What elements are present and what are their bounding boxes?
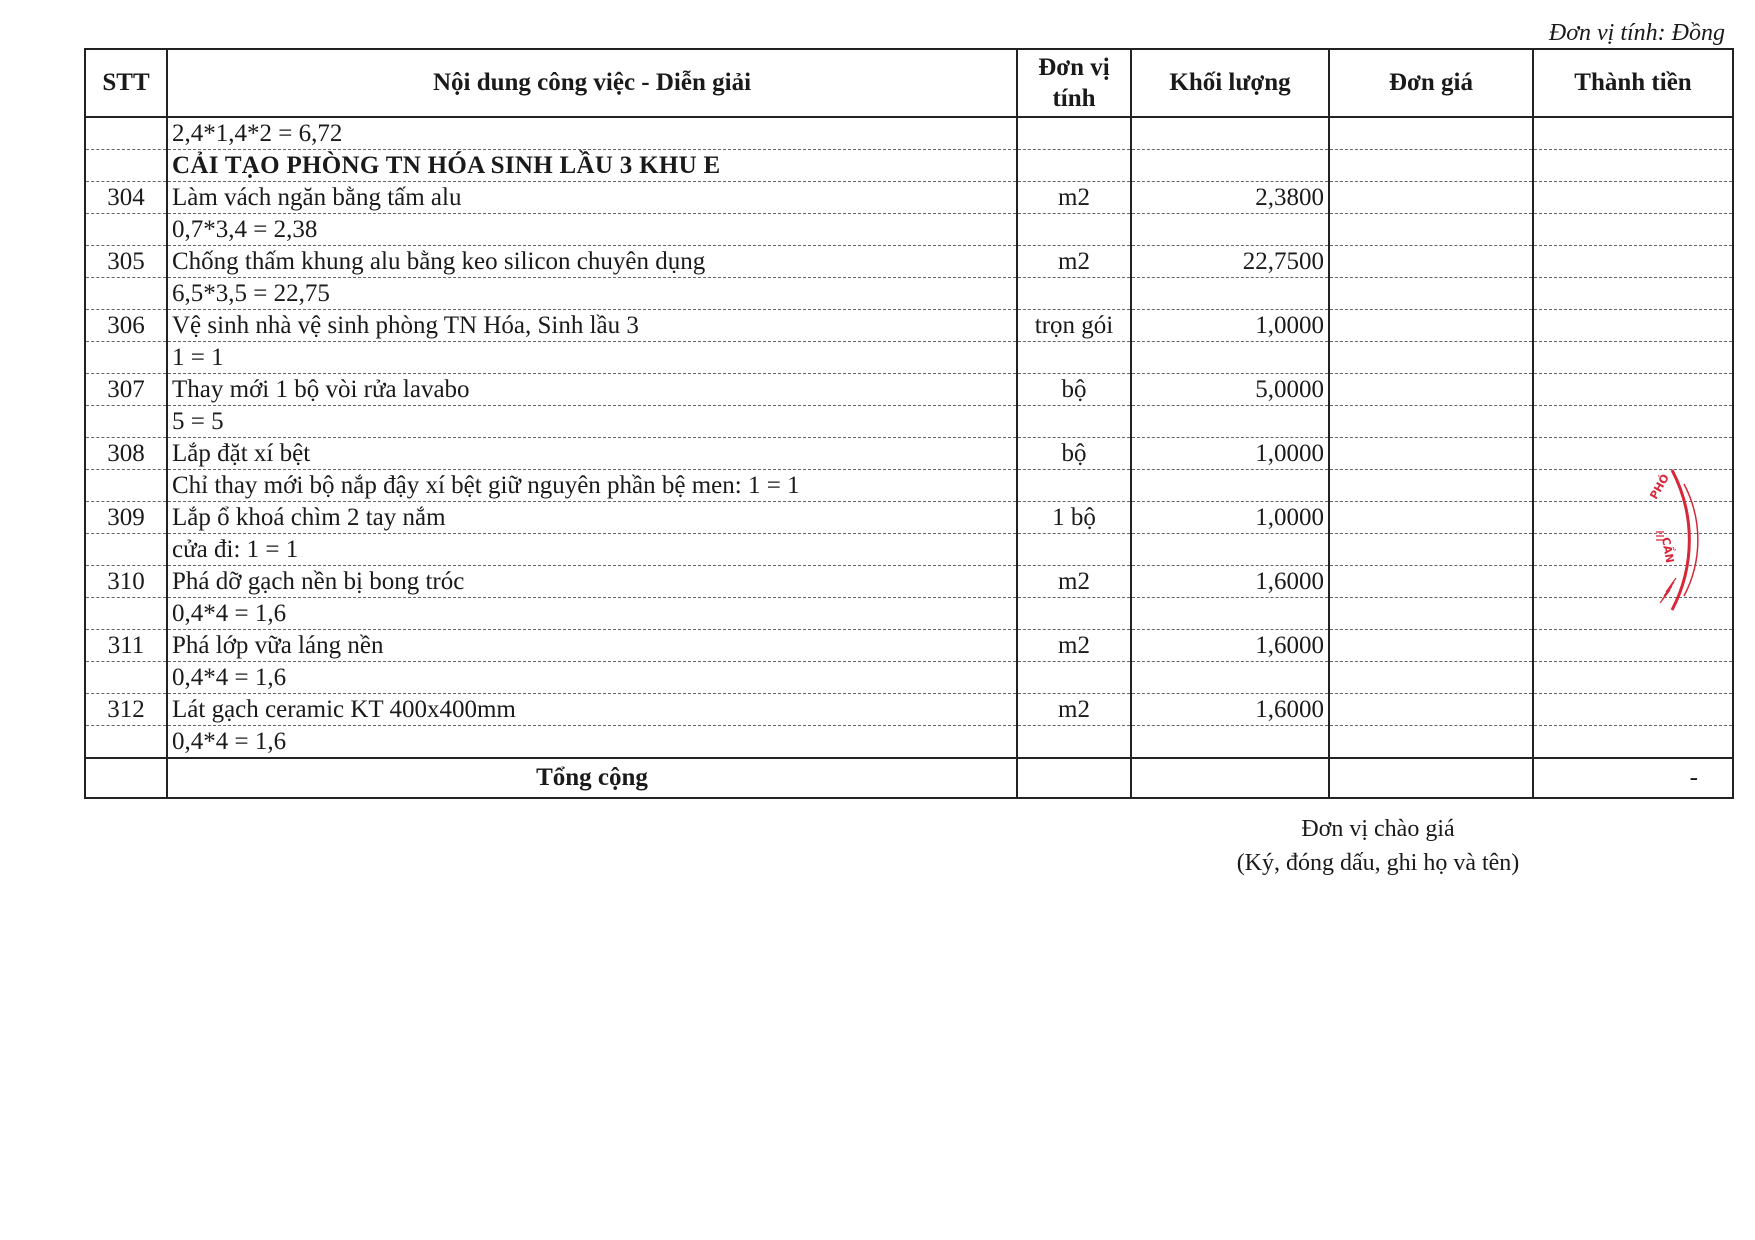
row-unit-price bbox=[1329, 406, 1533, 438]
row-unit-price bbox=[1329, 150, 1533, 182]
unit-note: Đơn vị tính: Đồng bbox=[1548, 20, 1725, 46]
row-amount bbox=[1533, 662, 1733, 694]
header-stt: STT bbox=[85, 49, 167, 117]
row-unit-price bbox=[1329, 310, 1533, 342]
row-amount bbox=[1533, 374, 1733, 406]
row-quantity bbox=[1131, 150, 1329, 182]
row-description: Thay mới 1 bộ vòi rửa lavabo bbox=[167, 374, 1017, 406]
row-description: 5 = 5 bbox=[167, 406, 1017, 438]
table-row bbox=[85, 278, 1733, 310]
row-stt bbox=[85, 278, 167, 310]
row-unit: m2 bbox=[1017, 630, 1131, 662]
row-description: Lắp ổ khoá chìm 2 tay nắm bbox=[167, 502, 1017, 534]
row-stt bbox=[85, 534, 167, 566]
row-stt bbox=[85, 117, 167, 150]
row-description: 1 = 1 bbox=[167, 342, 1017, 374]
header-description: Nội dung công việc - Diễn giải bbox=[167, 49, 1017, 117]
header-unit-price: Đơn giá bbox=[1329, 49, 1533, 117]
row-quantity bbox=[1131, 406, 1329, 438]
row-stt: 305 bbox=[85, 246, 167, 278]
row-description: Vệ sinh nhà vệ sinh phòng TN Hóa, Sinh lầu 3 bbox=[167, 310, 1017, 342]
header-unit-line1: Đơn vị bbox=[1038, 53, 1110, 81]
row-quantity: 5,0000 bbox=[1131, 374, 1329, 406]
row-unit-price bbox=[1329, 182, 1533, 214]
row-unit: bộ bbox=[1017, 438, 1131, 470]
row-quantity: 1,0000 bbox=[1131, 310, 1329, 342]
row-description: 0,4*4 = 1,6 bbox=[167, 726, 1017, 759]
row-unit-price bbox=[1329, 214, 1533, 246]
row-unit-price bbox=[1329, 694, 1533, 726]
row-stt bbox=[85, 342, 167, 374]
table-row bbox=[85, 246, 1733, 278]
table-row bbox=[85, 662, 1733, 694]
row-stt: 309 bbox=[85, 502, 167, 534]
row-description: cửa đi: 1 = 1 bbox=[167, 534, 1017, 566]
row-unit bbox=[1017, 406, 1131, 438]
row-description: 2,4*1,4*2 = 6,72 bbox=[167, 117, 1017, 150]
row-unit: m2 bbox=[1017, 182, 1131, 214]
header-quantity: Khối lượng bbox=[1131, 49, 1329, 117]
row-amount bbox=[1533, 406, 1733, 438]
row-amount bbox=[1533, 630, 1733, 662]
table-row bbox=[85, 182, 1733, 214]
row-quantity bbox=[1131, 662, 1329, 694]
row-unit-price bbox=[1329, 502, 1533, 534]
row-description: 0,7*3,4 = 2,38 bbox=[167, 214, 1017, 246]
table-row bbox=[85, 566, 1733, 598]
header-unit-line2: tính bbox=[1052, 85, 1096, 112]
signature-instruction: (Ký, đóng dấu, ghi họ và tên) bbox=[1236, 850, 1520, 876]
table-row bbox=[85, 694, 1733, 726]
row-unit-price bbox=[1329, 566, 1533, 598]
table-row bbox=[85, 310, 1733, 342]
total-quantity bbox=[1131, 758, 1329, 798]
table-row bbox=[85, 406, 1733, 438]
row-unit-price bbox=[1329, 117, 1533, 150]
total-stt bbox=[85, 758, 167, 798]
row-quantity: 2,3800 bbox=[1131, 182, 1329, 214]
row-unit-price bbox=[1329, 246, 1533, 278]
row-unit bbox=[1017, 726, 1131, 759]
row-quantity: 22,7500 bbox=[1131, 246, 1329, 278]
table-row bbox=[85, 630, 1733, 662]
row-description: 6,5*3,5 = 22,75 bbox=[167, 278, 1017, 310]
header-unit bbox=[1017, 49, 1131, 117]
row-amount bbox=[1533, 117, 1733, 150]
row-unit-price bbox=[1329, 726, 1533, 759]
header-amount: Thành tiền bbox=[1533, 49, 1733, 117]
header-row bbox=[85, 49, 1733, 117]
row-unit bbox=[1017, 214, 1131, 246]
row-quantity: 1,0000 bbox=[1131, 438, 1329, 470]
table-row bbox=[85, 502, 1733, 534]
row-unit: m2 bbox=[1017, 694, 1131, 726]
row-amount bbox=[1533, 182, 1733, 214]
row-unit-price bbox=[1329, 534, 1533, 566]
row-amount bbox=[1533, 150, 1733, 182]
red-stamp-fragment bbox=[1647, 460, 1750, 620]
row-description: Lắp đặt xí bệt bbox=[167, 438, 1017, 470]
row-unit bbox=[1017, 342, 1131, 374]
row-amount bbox=[1533, 246, 1733, 278]
row-stt bbox=[85, 598, 167, 630]
row-unit bbox=[1017, 117, 1131, 150]
row-quantity bbox=[1131, 726, 1329, 759]
row-unit bbox=[1017, 150, 1131, 182]
row-quantity bbox=[1131, 117, 1329, 150]
section-row bbox=[85, 150, 1733, 182]
section-title: CẢI TẠO PHÒNG TN HÓA SINH LẦU 3 KHU E bbox=[167, 150, 1017, 182]
total-unit bbox=[1017, 758, 1131, 798]
total-label: Tổng cộng bbox=[167, 758, 1017, 798]
row-quantity: 1,6000 bbox=[1131, 694, 1329, 726]
row-unit: m2 bbox=[1017, 566, 1131, 598]
row-description: Làm vách ngăn bằng tấm alu bbox=[167, 182, 1017, 214]
row-unit: bộ bbox=[1017, 374, 1131, 406]
row-stt bbox=[85, 214, 167, 246]
row-unit: m2 bbox=[1017, 246, 1131, 278]
row-description: Chống thấm khung alu bằng keo silicon chuyên dụng bbox=[167, 246, 1017, 278]
bill-of-quantities-table bbox=[84, 48, 1734, 799]
svg-text:CẦN: CẦN bbox=[1659, 536, 1677, 564]
row-unit bbox=[1017, 598, 1131, 630]
row-stt bbox=[85, 150, 167, 182]
row-stt: 312 bbox=[85, 694, 167, 726]
row-unit-price bbox=[1329, 342, 1533, 374]
table-row bbox=[85, 726, 1733, 759]
row-unit-price bbox=[1329, 598, 1533, 630]
row-stt bbox=[85, 726, 167, 759]
row-unit bbox=[1017, 662, 1131, 694]
row-amount bbox=[1533, 694, 1733, 726]
total-row bbox=[85, 758, 1733, 798]
row-amount bbox=[1533, 278, 1733, 310]
table-row bbox=[85, 598, 1733, 630]
table-row bbox=[85, 342, 1733, 374]
svg-text:PHÓ: PHÓ bbox=[1647, 471, 1672, 502]
row-stt: 306 bbox=[85, 310, 167, 342]
row-unit bbox=[1017, 470, 1131, 502]
row-unit bbox=[1017, 534, 1131, 566]
row-unit: trọn gói bbox=[1017, 310, 1131, 342]
total-unit-price bbox=[1329, 758, 1533, 798]
row-amount bbox=[1533, 342, 1733, 374]
row-amount bbox=[1533, 310, 1733, 342]
row-quantity bbox=[1131, 470, 1329, 502]
row-description: 0,4*4 = 1,6 bbox=[167, 662, 1017, 694]
row-amount bbox=[1533, 726, 1733, 759]
table-row bbox=[85, 438, 1733, 470]
row-unit-price bbox=[1329, 438, 1533, 470]
row-stt: 307 bbox=[85, 374, 167, 406]
row-quantity: 1,6000 bbox=[1131, 566, 1329, 598]
row-unit bbox=[1017, 278, 1131, 310]
table-row bbox=[85, 470, 1733, 502]
row-stt: 311 bbox=[85, 630, 167, 662]
row-description: Phá dỡ gạch nền bị bong tróc bbox=[167, 566, 1017, 598]
table-row bbox=[85, 214, 1733, 246]
row-quantity bbox=[1131, 278, 1329, 310]
table-row bbox=[85, 534, 1733, 566]
row-description: 0,4*4 = 1,6 bbox=[167, 598, 1017, 630]
row-stt bbox=[85, 662, 167, 694]
table-row bbox=[85, 117, 1733, 150]
row-unit-price bbox=[1329, 470, 1533, 502]
row-quantity bbox=[1131, 214, 1329, 246]
row-description: Lát gạch ceramic KT 400x400mm bbox=[167, 694, 1017, 726]
row-unit: 1 bộ bbox=[1017, 502, 1131, 534]
signature-title: Đơn vị chào giá bbox=[1301, 816, 1455, 842]
row-unit-price bbox=[1329, 278, 1533, 310]
row-description: Phá lớp vữa láng nền bbox=[167, 630, 1017, 662]
row-description: Chỉ thay mới bộ nắp đậy xí bệt giữ nguyên phần bệ men: 1 = 1 bbox=[167, 470, 1017, 502]
row-unit-price bbox=[1329, 630, 1533, 662]
row-quantity bbox=[1131, 342, 1329, 374]
signature-block bbox=[1218, 812, 1538, 880]
row-unit-price bbox=[1329, 374, 1533, 406]
row-amount bbox=[1533, 214, 1733, 246]
row-quantity: 1,0000 bbox=[1131, 502, 1329, 534]
row-quantity: 1,6000 bbox=[1131, 630, 1329, 662]
row-quantity bbox=[1131, 598, 1329, 630]
row-stt: 304 bbox=[85, 182, 167, 214]
row-quantity bbox=[1131, 534, 1329, 566]
row-stt bbox=[85, 406, 167, 438]
row-unit-price bbox=[1329, 662, 1533, 694]
table-row bbox=[85, 374, 1733, 406]
total-value: - bbox=[1533, 758, 1733, 798]
row-stt: 308 bbox=[85, 438, 167, 470]
row-stt bbox=[85, 470, 167, 502]
row-stt: 310 bbox=[85, 566, 167, 598]
